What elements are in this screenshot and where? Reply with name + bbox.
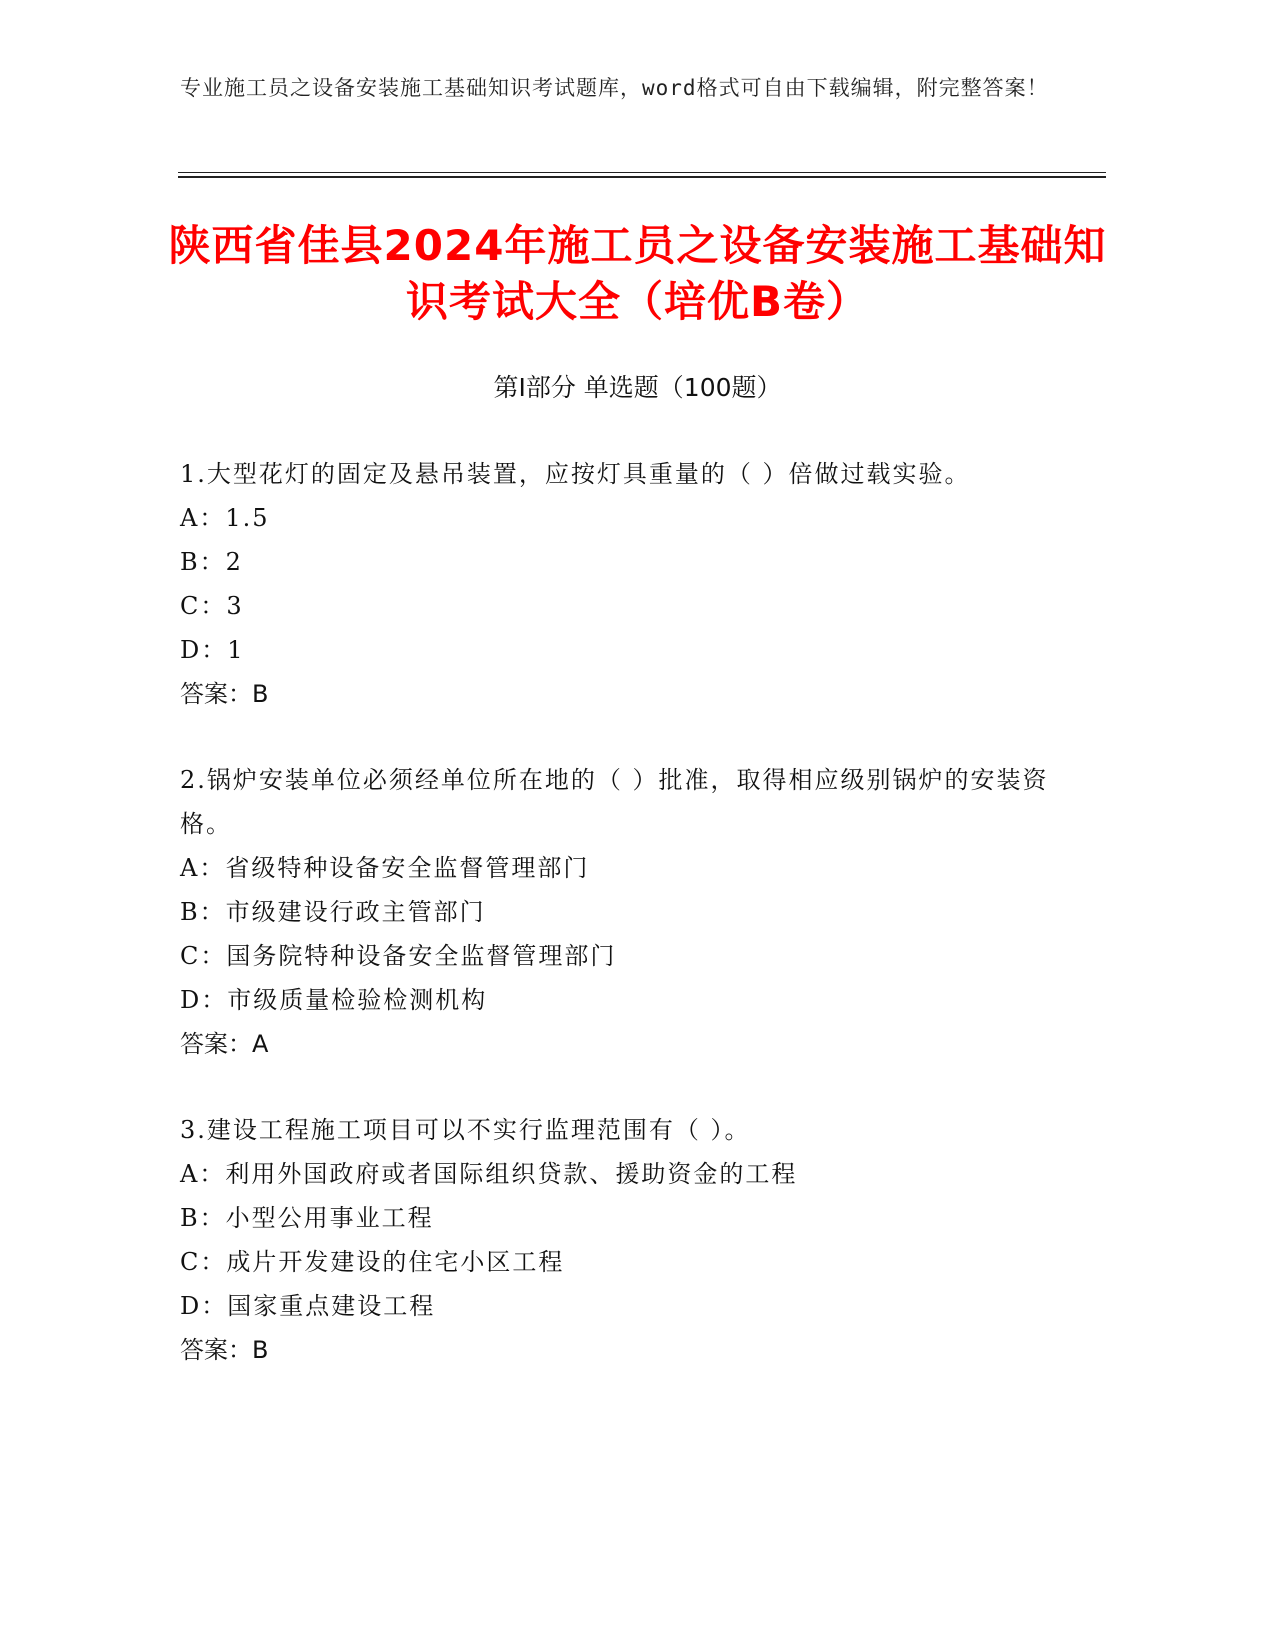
question-stem: 1.大型花灯的固定及悬吊装置，应按灯具重量的（ ）倍做过载实验。 [180, 460, 971, 488]
option-a: A：省级特种设备安全监督管理部门 [180, 854, 590, 882]
question-stem: 2.锅炉安装单位必须经单位所在地的（ ）批准，取得相应级别锅炉的安装资格。 [180, 766, 1049, 838]
answer: 答案：B [180, 680, 269, 708]
option-b: B：市级建设行政主管部门 [180, 898, 486, 926]
header-note: 专业施工员之设备安装施工基础知识考试题库，word格式可自由下载编辑，附完整答案！ [180, 76, 1049, 100]
answer: 答案：A [180, 1030, 269, 1058]
option-b: B：小型公用事业工程 [180, 1204, 434, 1232]
question-2 [180, 758, 1060, 1066]
header-rule-thin [178, 172, 1106, 173]
question-stem: 3.建设工程施工项目可以不实行监理范围有（ ）。 [180, 1116, 751, 1144]
option-d: D：国家重点建设工程 [180, 1292, 436, 1320]
option-a: A：利用外国政府或者国际组织贷款、援助资金的工程 [180, 1160, 798, 1188]
section-heading: 第I部分 单选题（100题） [493, 373, 782, 402]
option-c: C：3 [180, 592, 244, 620]
question-list [180, 452, 1060, 1414]
option-c: C：国务院特种设备安全监督管理部门 [180, 942, 617, 970]
option-b: B：2 [180, 548, 243, 576]
document-title: 陕西省佳县2024年施工员之设备安装施工基础知识考试大全（培优B卷） [168, 221, 1107, 326]
header-rule-thick [178, 176, 1106, 178]
option-a: A：1.5 [180, 504, 270, 532]
option-d: D：1 [180, 636, 245, 664]
question-3 [180, 1108, 1060, 1372]
option-c: C：成片开发建设的住宅小区工程 [180, 1248, 565, 1276]
option-d: D：市级质量检验检测机构 [180, 986, 488, 1014]
question-1 [180, 452, 1060, 716]
answer: 答案：B [180, 1336, 269, 1364]
